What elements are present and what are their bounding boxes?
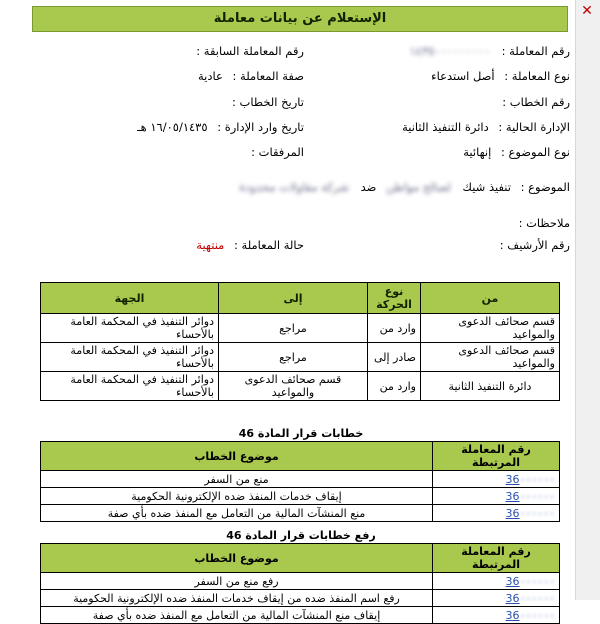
col-letter-subject: موضوع الخطاب [41, 442, 433, 471]
notes-label: ملاحظات : [518, 216, 570, 230]
prev-txn-label: رقم المعاملة السابقة : [196, 44, 304, 58]
table-row [41, 488, 560, 505]
col-related-txn: رقم المعاملة المرتبطة [433, 442, 560, 471]
table-row [41, 314, 560, 343]
cell-movement: وارد من [368, 372, 421, 401]
table-row [41, 573, 560, 590]
cell-party: دوائر التنفيذ في المحكمة العامة بالأحساء [41, 372, 219, 401]
col-party: الجهة [41, 283, 219, 314]
subject-blurred-party-a: لصالح مواطن [386, 180, 451, 194]
cell-letter-subject: منع المنشآت المالية من التعامل مع المنفذ ضده بأي صفة [41, 505, 433, 522]
col-letter-subject: موضوع الخطاب [41, 544, 433, 573]
cell-letter-subject: إيقاف خدمات المنفذ ضده الإلكترونية الحكومية [41, 488, 433, 505]
subject-label: الموضوع : [520, 180, 570, 194]
subject-type-value: إنهائية [463, 145, 492, 159]
cell-letter-subject: إيقاف منع المنشآت المالية من التعامل مع المنفذ ضده بأي صفة [41, 607, 433, 624]
table-row [41, 590, 560, 607]
related-txn-link[interactable]: 36٠٠٠٠٠٠ [433, 607, 560, 624]
col-related-txn: رقم المعاملة المرتبطة [433, 544, 560, 573]
lift46-section-title: رفع خطابات قرار المادة 46 [226, 529, 376, 542]
cell-to: قسم صحائف الدعوى والمواعيد [219, 372, 368, 401]
status-label: حالة المعاملة : [234, 238, 304, 252]
movements-header-row [41, 283, 560, 314]
col-to: إلى [219, 283, 368, 314]
cell-from: قسم صحائف الدعوى والمواعيد [421, 314, 560, 343]
movements-table [40, 282, 560, 401]
attachments-field [251, 145, 304, 159]
col-from: من [421, 283, 560, 314]
txn-type-value: أصل استدعاء [431, 69, 495, 83]
table-row [41, 607, 560, 624]
txn-number-value: ١٤٣٥٠٠٠٠٠٠٠٠٠ [409, 44, 490, 58]
window-edge [575, 0, 600, 600]
cell-party: دوائر التنفيذ في المحكمة العامة بالأحساء [41, 314, 219, 343]
table-row [41, 471, 560, 488]
notes-field [519, 216, 570, 230]
cell-letter-subject: رفع منع من السفر [41, 573, 433, 590]
related-txn-link[interactable]: 36٠٠٠٠٠٠ [433, 573, 560, 590]
close-icon[interactable]: ✕ [581, 3, 593, 19]
art46-section-title: خطابات قرار المادة 46 [238, 427, 364, 440]
txn-attr-field [198, 69, 304, 83]
lift46-table [40, 543, 560, 624]
letter-number-field [502, 95, 570, 109]
txn-attr-value: عادية [198, 69, 223, 83]
related-txn-link[interactable]: 36٠٠٠٠٠٠ [433, 505, 560, 522]
cell-movement: صادر إلى [368, 343, 421, 372]
cell-letter-subject: منع من السفر [41, 471, 433, 488]
attachments-label: المرفقات : [251, 145, 304, 159]
txn-type-label: نوع المعاملة : [504, 69, 570, 83]
related-txn-link[interactable]: 36٠٠٠٠٠٠ [433, 471, 560, 488]
dept-in-date-label: تاريخ وارد الإدارة : [217, 120, 304, 134]
current-dept-label: الإدارة الحالية : [498, 120, 570, 134]
prev-txn-field [196, 44, 304, 58]
letter-number-label: رقم الخطاب : [502, 95, 570, 109]
subject-type-field [463, 145, 570, 159]
cell-to: مراجع [219, 343, 368, 372]
current-dept-field [402, 120, 570, 134]
related-txn-link[interactable]: 36٠٠٠٠٠٠ [433, 488, 560, 505]
txn-number-label: رقم المعاملة : [501, 44, 570, 58]
table-row [41, 505, 560, 522]
subject-field [239, 180, 570, 194]
lift46-header-row [41, 544, 560, 573]
archive-field [500, 238, 570, 252]
cell-from: قسم صحائف الدعوى والمواعيد [421, 343, 560, 372]
art46-table [40, 441, 560, 522]
subject-middle: ضد [360, 180, 377, 194]
subject-type-label: نوع الموضوع : [500, 145, 570, 159]
subject-blurred-party-b: شركة مقاولات محدودة [239, 180, 349, 194]
txn-attr-label: صفة المعاملة : [232, 69, 304, 83]
txn-number-field [410, 44, 570, 58]
letter-date-label: تاريخ الخطاب : [232, 95, 304, 109]
col-movement: نوع الحركة [368, 283, 421, 314]
cell-party: دوائر التنفيذ في المحكمة العامة بالأحساء [41, 343, 219, 372]
cell-from: دائرة التنفيذ الثانية [421, 372, 560, 401]
subject-value: تنفيذ شيك [462, 180, 511, 194]
art46-header-row [41, 442, 560, 471]
dept-in-date-field [137, 120, 304, 134]
status-field [196, 238, 304, 252]
archive-label: رقم الأرشيف : [499, 238, 570, 252]
table-row [41, 343, 560, 372]
txn-type-field [431, 69, 570, 83]
page-title: الإستعلام عن بيانات معاملة [32, 6, 568, 32]
status-badge: منتهية [196, 238, 225, 252]
cell-letter-subject: رفع اسم المنفذ ضده من إيقاف خدمات المنفذ ضده الإلكترونية الحكومية [41, 590, 433, 607]
cell-to: مراجع [219, 314, 368, 343]
letter-date-field [232, 95, 304, 109]
current-dept-value: دائرة التنفيذ الثانية [402, 120, 489, 134]
related-txn-link[interactable]: 36٠٠٠٠٠٠ [433, 590, 560, 607]
cell-movement: وارد من [368, 314, 421, 343]
dept-in-date-value: ١٦/٠٥/١٤٣٥ هـ [137, 120, 208, 134]
table-row [41, 372, 560, 401]
